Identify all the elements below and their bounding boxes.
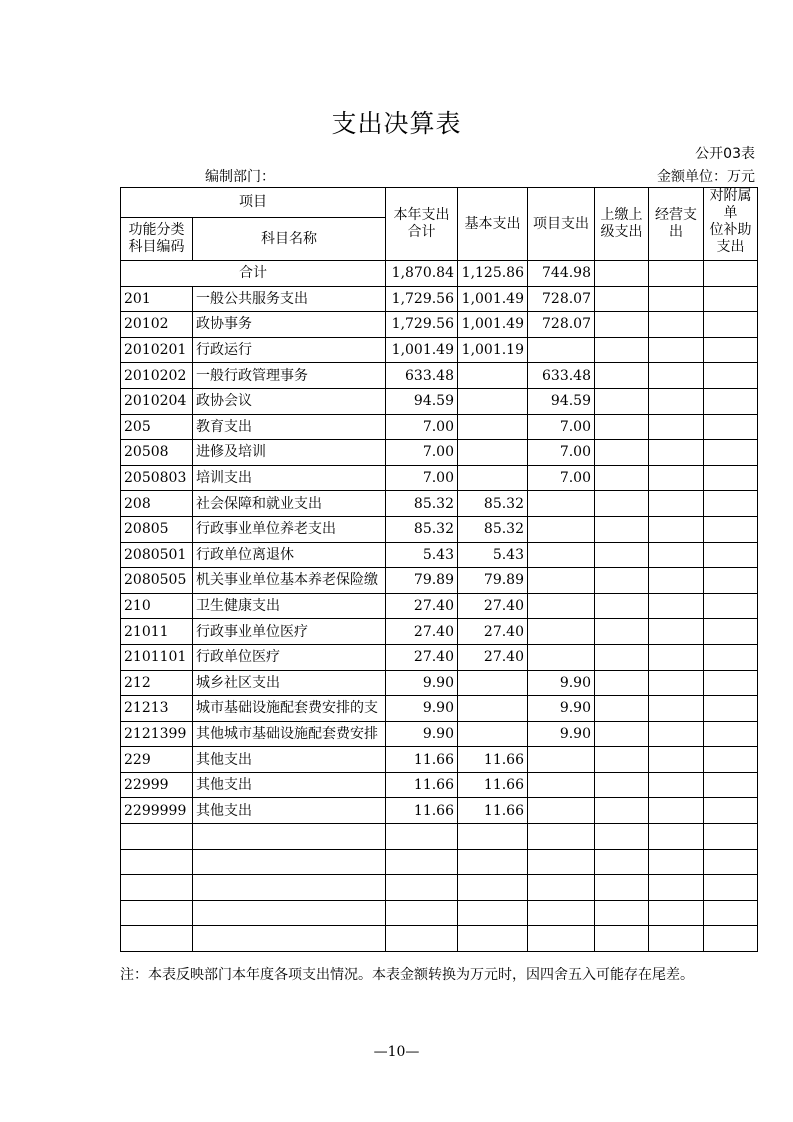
header-upper <box>595 188 649 261</box>
row-basic <box>458 388 528 414</box>
row-upper <box>595 721 649 747</box>
total-label: 合计 <box>121 261 386 287</box>
table-note: 注：本表反映部门本年度各项支出情况。本表金额转换为万元时，因四舍五入可能存在尾差。 <box>120 967 694 983</box>
row-business <box>649 465 704 491</box>
row-subject-name: 政协事务 <box>193 312 386 338</box>
row-subsidiary <box>704 568 758 594</box>
row-business <box>649 286 704 312</box>
row-subject-name: 培训支出 <box>193 465 386 491</box>
row-subject-name <box>193 875 386 901</box>
row-project: 728.07 <box>528 312 595 338</box>
row-code: 2010204 <box>121 388 193 414</box>
row-total: 11.66 <box>386 772 458 798</box>
total-upper <box>595 261 649 287</box>
row-code: 2010202 <box>121 363 193 389</box>
table-row <box>121 926 758 952</box>
row-code: 20805 <box>121 516 193 542</box>
row-code: 2080501 <box>121 542 193 568</box>
row-upper <box>595 926 649 952</box>
row-project: 7.00 <box>528 440 595 466</box>
table-row <box>121 696 758 722</box>
row-subsidiary <box>704 772 758 798</box>
row-business <box>649 849 704 875</box>
page-number: —10— <box>373 1044 420 1060</box>
row-business <box>649 696 704 722</box>
row-upper <box>595 670 649 696</box>
row-basic <box>458 875 528 901</box>
row-project: 9.90 <box>528 721 595 747</box>
row-total: 85.32 <box>386 491 458 517</box>
row-basic: 11.66 <box>458 747 528 773</box>
row-upper <box>595 414 649 440</box>
row-project <box>528 593 595 619</box>
row-upper <box>595 900 649 926</box>
row-total: 9.90 <box>386 721 458 747</box>
row-basic <box>458 824 528 850</box>
row-total: 94.59 <box>386 388 458 414</box>
row-subsidiary <box>704 619 758 645</box>
row-upper <box>595 491 649 517</box>
table-row <box>121 414 758 440</box>
row-total: 85.32 <box>386 516 458 542</box>
row-project <box>528 568 595 594</box>
row-project <box>528 747 595 773</box>
header-upper-text: 上缴上 级支出 <box>600 207 643 240</box>
row-project <box>528 337 595 363</box>
table-row <box>121 670 758 696</box>
form-number: 公开03表 <box>695 146 755 162</box>
row-basic: 79.89 <box>458 568 528 594</box>
row-total: 633.48 <box>386 363 458 389</box>
row-business <box>649 337 704 363</box>
header-business <box>649 188 704 261</box>
row-subject-name: 城乡社区支出 <box>193 670 386 696</box>
row-business <box>649 516 704 542</box>
row-project <box>528 491 595 517</box>
row-upper <box>595 286 649 312</box>
row-total: 9.90 <box>386 696 458 722</box>
row-total <box>386 900 458 926</box>
row-business <box>649 670 704 696</box>
table-row <box>121 798 758 824</box>
table-body <box>121 261 758 952</box>
row-subsidiary <box>704 670 758 696</box>
total-subsidiary <box>704 261 758 287</box>
row-subsidiary <box>704 644 758 670</box>
row-subject-name: 行政运行 <box>193 337 386 363</box>
table-row <box>121 440 758 466</box>
row-subsidiary <box>704 824 758 850</box>
row-business <box>649 363 704 389</box>
row-code <box>121 900 193 926</box>
row-project <box>528 772 595 798</box>
row-subject-name: 其他支出 <box>193 747 386 773</box>
row-business <box>649 491 704 517</box>
table-row <box>121 644 758 670</box>
row-basic: 1,001.49 <box>458 312 528 338</box>
row-project: 9.90 <box>528 696 595 722</box>
row-project <box>528 619 595 645</box>
row-code: 210 <box>121 593 193 619</box>
row-project <box>528 900 595 926</box>
header-business-text: 经营支 出 <box>655 207 697 240</box>
row-total <box>386 849 458 875</box>
row-subject-name: 行政单位医疗 <box>193 644 386 670</box>
row-subsidiary <box>704 312 758 338</box>
row-total <box>386 824 458 850</box>
row-project <box>528 798 595 824</box>
row-subsidiary <box>704 926 758 952</box>
row-basic <box>458 670 528 696</box>
row-total: 11.66 <box>386 798 458 824</box>
row-business <box>649 593 704 619</box>
row-business <box>649 900 704 926</box>
compiling-department-label: 编制部门： <box>205 169 275 185</box>
row-business <box>649 312 704 338</box>
row-subject-name: 一般行政管理事务 <box>193 363 386 389</box>
row-business <box>649 772 704 798</box>
table-row <box>121 465 758 491</box>
row-project: 633.48 <box>528 363 595 389</box>
row-basic: 85.32 <box>458 516 528 542</box>
row-project: 728.07 <box>528 286 595 312</box>
row-project <box>528 849 595 875</box>
row-total: 1,729.56 <box>386 312 458 338</box>
row-subsidiary <box>704 747 758 773</box>
expenditure-table <box>120 187 758 952</box>
row-upper <box>595 593 649 619</box>
row-code: 20508 <box>121 440 193 466</box>
row-subsidiary <box>704 388 758 414</box>
row-code <box>121 824 193 850</box>
row-subsidiary <box>704 696 758 722</box>
total-amount: 1,870.84 <box>386 261 458 287</box>
row-code <box>121 926 193 952</box>
row-upper <box>595 772 649 798</box>
row-subsidiary <box>704 363 758 389</box>
row-code: 22999 <box>121 772 193 798</box>
total-business <box>649 261 704 287</box>
row-upper <box>595 619 649 645</box>
table-row <box>121 542 758 568</box>
row-basic <box>458 849 528 875</box>
table-row <box>121 337 758 363</box>
row-basic: 27.40 <box>458 619 528 645</box>
table-row <box>121 312 758 338</box>
row-basic: 11.66 <box>458 798 528 824</box>
row-total: 7.00 <box>386 440 458 466</box>
row-business <box>649 875 704 901</box>
row-basic <box>458 696 528 722</box>
row-code: 2299999 <box>121 798 193 824</box>
row-total: 5.43 <box>386 542 458 568</box>
row-subsidiary <box>704 900 758 926</box>
table-row <box>121 286 758 312</box>
row-subject-name: 行政事业单位医疗 <box>193 619 386 645</box>
row-business <box>649 798 704 824</box>
table-row <box>121 849 758 875</box>
header-func-code <box>121 218 193 261</box>
table-row <box>121 516 758 542</box>
header-total-text: 本年支出 合计 <box>393 207 450 240</box>
row-total: 11.66 <box>386 747 458 773</box>
row-business <box>649 388 704 414</box>
row-basic <box>458 926 528 952</box>
row-upper <box>595 516 649 542</box>
row-business <box>649 542 704 568</box>
row-subsidiary <box>704 593 758 619</box>
row-total: 9.90 <box>386 670 458 696</box>
header-func-code-text: 功能分类 科目编码 <box>128 222 185 255</box>
row-total: 7.00 <box>386 465 458 491</box>
row-basic: 1,001.49 <box>458 286 528 312</box>
row-basic <box>458 414 528 440</box>
row-project <box>528 824 595 850</box>
row-code: 2050803 <box>121 465 193 491</box>
row-total <box>386 926 458 952</box>
row-subject-name: 其他支出 <box>193 772 386 798</box>
row-project: 94.59 <box>528 388 595 414</box>
row-upper <box>595 542 649 568</box>
row-project: 7.00 <box>528 465 595 491</box>
row-project: 9.90 <box>528 670 595 696</box>
row-subject-name <box>193 900 386 926</box>
row-upper <box>595 798 649 824</box>
row-upper <box>595 312 649 338</box>
header-item: 项目 <box>121 188 386 218</box>
row-project <box>528 516 595 542</box>
row-upper <box>595 388 649 414</box>
row-basic <box>458 363 528 389</box>
row-subject-name: 社会保障和就业支出 <box>193 491 386 517</box>
table-row <box>121 363 758 389</box>
table-row <box>121 593 758 619</box>
row-total: 27.40 <box>386 619 458 645</box>
row-subsidiary <box>704 491 758 517</box>
row-project <box>528 644 595 670</box>
row-business <box>649 926 704 952</box>
row-subsidiary <box>704 337 758 363</box>
row-code: 21213 <box>121 696 193 722</box>
row-basic <box>458 440 528 466</box>
row-project: 7.00 <box>528 414 595 440</box>
row-basic <box>458 900 528 926</box>
row-code: 205 <box>121 414 193 440</box>
row-code <box>121 849 193 875</box>
table-row <box>121 900 758 926</box>
row-basic: 5.43 <box>458 542 528 568</box>
row-basic <box>458 721 528 747</box>
amount-unit-label: 金额单位：万元 <box>657 169 755 185</box>
table-row <box>121 721 758 747</box>
row-business <box>649 644 704 670</box>
row-basic: 11.66 <box>458 772 528 798</box>
row-code: 201 <box>121 286 193 312</box>
row-total: 27.40 <box>386 593 458 619</box>
row-upper <box>595 824 649 850</box>
row-subject-name: 政协会议 <box>193 388 386 414</box>
row-subsidiary <box>704 465 758 491</box>
row-subsidiary <box>704 849 758 875</box>
row-subsidiary <box>704 721 758 747</box>
row-basic: 27.40 <box>458 593 528 619</box>
table-row <box>121 619 758 645</box>
row-subject-name: 城市基础设施配套费安排的支 <box>193 696 386 722</box>
row-business <box>649 747 704 773</box>
row-code: 2101101 <box>121 644 193 670</box>
table-row <box>121 747 758 773</box>
header-basic: 基本支出 <box>458 188 528 261</box>
row-code: 21011 <box>121 619 193 645</box>
table-row <box>121 568 758 594</box>
row-project <box>528 542 595 568</box>
row-business <box>649 721 704 747</box>
row-subsidiary <box>704 875 758 901</box>
table-row <box>121 772 758 798</box>
row-code: 2080505 <box>121 568 193 594</box>
row-business <box>649 824 704 850</box>
table-row <box>121 875 758 901</box>
row-upper <box>595 875 649 901</box>
row-code: 229 <box>121 747 193 773</box>
row-total <box>386 875 458 901</box>
row-total: 7.00 <box>386 414 458 440</box>
row-code: 2121399 <box>121 721 193 747</box>
row-project <box>528 875 595 901</box>
row-total: 79.89 <box>386 568 458 594</box>
row-total: 27.40 <box>386 644 458 670</box>
row-business <box>649 619 704 645</box>
row-subsidiary <box>704 798 758 824</box>
row-code: 212 <box>121 670 193 696</box>
table-row <box>121 824 758 850</box>
row-subject-name <box>193 824 386 850</box>
row-basic: 27.40 <box>458 644 528 670</box>
header-project: 项目支出 <box>528 188 595 261</box>
header-total <box>386 188 458 261</box>
row-subsidiary <box>704 414 758 440</box>
header-subsidiary-text: 对附属 单 位补助 支出 <box>709 188 752 255</box>
row-subject-name: 行政单位离退休 <box>193 542 386 568</box>
row-subject-name: 一般公共服务支出 <box>193 286 386 312</box>
header-subsidiary <box>704 188 758 261</box>
row-upper <box>595 337 649 363</box>
row-upper <box>595 849 649 875</box>
row-business <box>649 568 704 594</box>
row-subject-name: 其他支出 <box>193 798 386 824</box>
row-code: 2010201 <box>121 337 193 363</box>
row-subject-name: 机关事业单位基本养老保险缴 <box>193 568 386 594</box>
header-subject-name: 科目名称 <box>193 218 386 261</box>
row-business <box>649 440 704 466</box>
table-row <box>121 491 758 517</box>
row-subsidiary <box>704 286 758 312</box>
row-upper <box>595 363 649 389</box>
row-total: 1,001.49 <box>386 337 458 363</box>
row-subject-name <box>193 849 386 875</box>
row-code: 20102 <box>121 312 193 338</box>
row-subject-name: 卫生健康支出 <box>193 593 386 619</box>
row-basic: 1,001.19 <box>458 337 528 363</box>
row-subject-name: 行政事业单位养老支出 <box>193 516 386 542</box>
row-subsidiary <box>704 516 758 542</box>
page-title: 支出决算表 <box>331 109 462 138</box>
row-subject-name: 进修及培训 <box>193 440 386 466</box>
row-code <box>121 875 193 901</box>
row-subject-name <box>193 926 386 952</box>
total-basic: 1,125.86 <box>458 261 528 287</box>
row-subject-name: 教育支出 <box>193 414 386 440</box>
row-subject-name: 其他城市基础设施配套费安排 <box>193 721 386 747</box>
row-business <box>649 414 704 440</box>
total-project: 744.98 <box>528 261 595 287</box>
row-upper <box>595 440 649 466</box>
row-upper <box>595 644 649 670</box>
row-basic: 85.32 <box>458 491 528 517</box>
table-row <box>121 388 758 414</box>
row-basic <box>458 465 528 491</box>
row-code: 208 <box>121 491 193 517</box>
row-upper <box>595 696 649 722</box>
row-total: 1,729.56 <box>386 286 458 312</box>
row-upper <box>595 568 649 594</box>
total-row <box>121 261 758 287</box>
row-project <box>528 926 595 952</box>
row-subsidiary <box>704 440 758 466</box>
row-upper <box>595 747 649 773</box>
row-upper <box>595 465 649 491</box>
row-subsidiary <box>704 542 758 568</box>
